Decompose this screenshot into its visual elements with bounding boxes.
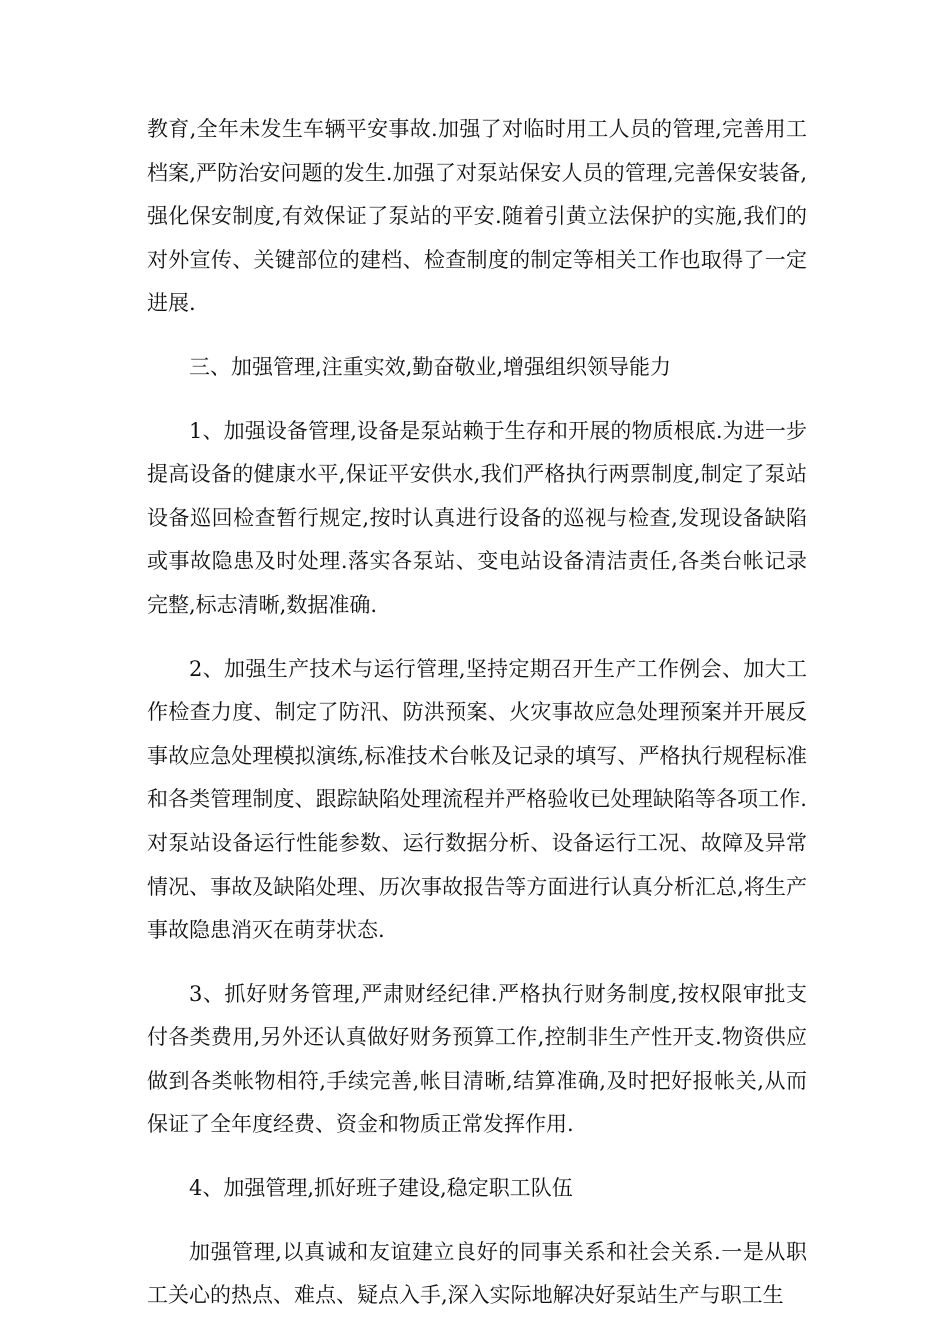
paragraph-item-3: 3、抓好财务管理,严肃财经纪律.严格执行财务制度,按权限审批支付各类费用,另外还认真做好财务预算工作,控制非生产性开支.物资供应做到各类帐物相符,手续完善,帐目清晰,结算准确,及时把好报帐关,从而保证了全年度经费、资金和物质正常发挥作用.	[147, 981, 807, 1137]
paragraph-continuation: 教育,全年未发生车辆平安事故.加强了对临时用工人员的管理,完善用工档案,严防治安问题的发生.加强了对泵站保安人员的管理,完善保安装备,强化保安制度,有效保证了泵站的平安.随着引黄立法保护的实施,我们的对外宣传、关键部位的建档、检查制度的制定等相关工作也取得了一定进展.	[147, 117, 807, 316]
paragraph-item-4-heading: 4、加强管理,抓好班子建设,稳定职工队伍	[189, 1176, 573, 1201]
section-3-heading: 三、加强管理,注重实效,勤奋敬业,增强组织领导能力	[189, 354, 672, 379]
paragraph-item-2: 2、加强生产技术与运行管理,坚持定期召开生产工作例会、加大工作检查力度、制定了防汛、防洪预案、火灾事故应急处理预案并开展反事故应急处理模拟演练,标准技术台帐及记录的填写、严格执行规程标准和各类管理制度、跟踪缺陷处理流程并严格验收已处理缺陷等各项工作.对泵站设备运行性能参数、运行数据分析、设备运行工况、故障及异常情况、事故及缺陷处理、历次事故报告等方面进行认真分析汇总,将生产事故隐患消灭在萌芽状态.	[147, 656, 807, 943]
paragraph-item-4-body: 加强管理,以真诚和友谊建立良好的同事关系和社会关系.一是从职工关心的热点、难点、疑点入手,深入实际地解决好泵站生产与职工生	[147, 1239, 807, 1308]
document-body	[147, 108, 807, 1338]
paragraph-item-1: 1、加强设备管理,设备是泵站赖于生存和开展的物质根底.为进一步提高设备的健康水平,保证平安供水,我们严格执行两票制度,制定了泵站设备巡回检查暂行规定,按时认真进行设备的巡视与检查,发现设备缺陷或事故隐患及时处理.落实各泵站、变电站设备清洁责任,各类台帐记录完整,标志清晰,数据准确.	[147, 418, 807, 617]
